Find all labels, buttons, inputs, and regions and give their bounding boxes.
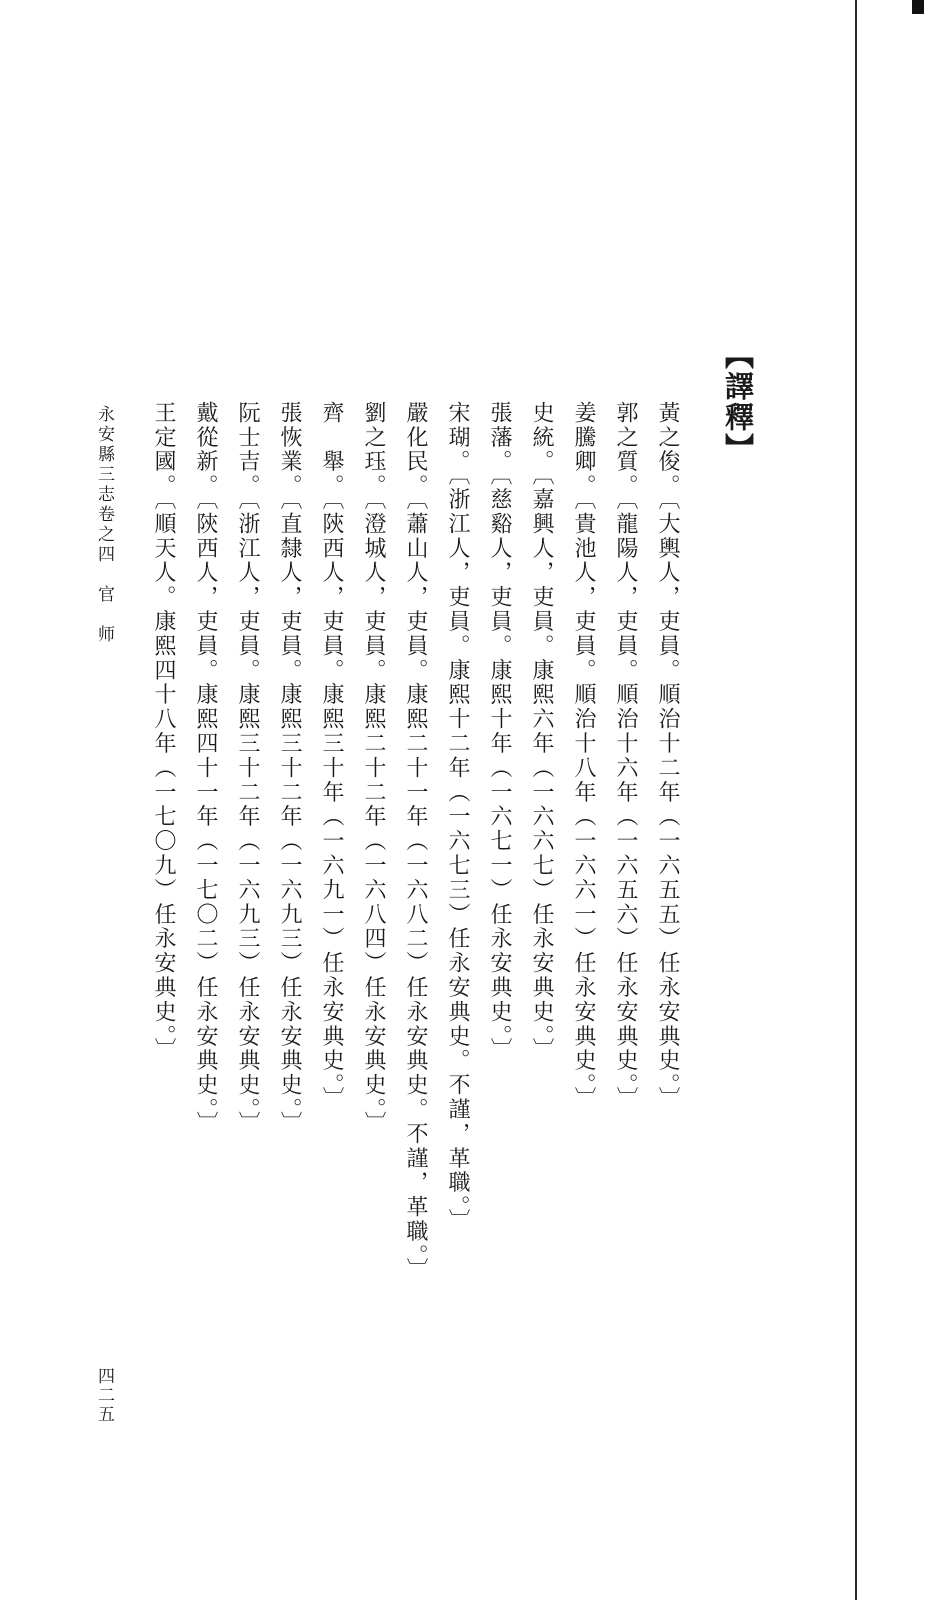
entry-12: 戴從新。〔陝西人，吏員。康熙四十一年（一七〇二）任永安典史。〕 xyxy=(193,401,218,1136)
running-footer: 永安縣三志卷之四 官 师 xyxy=(94,405,114,645)
page-edge-line xyxy=(855,0,857,1600)
entry-7: 嚴化民。〔蕭山人，吏員。康熙二十一年（一六八二）任永安典史。不謹，革職。〕 xyxy=(403,401,428,1282)
entry-6: 宋瑚。〔浙江人，吏員。康熙十二年（一六七三）任永安典史。不謹，革職。〕 xyxy=(445,401,470,1233)
entry-9: 齊 舉。〔陝西人，吏員。康熙三十年（一六九一）任永安典史。〕 xyxy=(319,401,344,1111)
entry-8: 劉之珏。〔澄城人，吏員。康熙二十二年（一六八四）任永安典史。〕 xyxy=(361,401,386,1136)
section-heading: 【譯釋】 xyxy=(721,340,755,464)
entry-1: 黃之俊。〔大輿人，吏員。順治十二年（一六五五）任永安典史。〕 xyxy=(655,401,680,1111)
page-corner-mark xyxy=(912,0,924,14)
entry-5: 張藩。〔慈谿人，吏員。康熙十年（一六七一）任永安典史。〕 xyxy=(487,401,512,1063)
entry-4: 史統。〔嘉興人，吏員。康熙六年（一六六七）任永安典史。〕 xyxy=(529,401,554,1063)
entry-11: 阮士吉。〔浙江人，吏員。康熙三十二年（一六九三）任永安典史。〕 xyxy=(235,401,260,1136)
entry-2: 郭之質。〔龍陽人，吏員。順治十六年（一六五六）任永安典史。〕 xyxy=(613,401,638,1111)
entry-13: 王定國。〔順天人。康熙四十八年（一七〇九）任永安典史。〕 xyxy=(151,401,176,1063)
entry-10: 張恢業。〔直隸人，吏員。康熙三十二年（一六九三）任永安典史。〕 xyxy=(277,401,302,1136)
entry-3: 姜騰卿。〔貴池人，吏員。順治十八年（一六六一）任永安典史。〕 xyxy=(571,401,596,1111)
page-number: 四二五 xyxy=(94,1367,114,1424)
